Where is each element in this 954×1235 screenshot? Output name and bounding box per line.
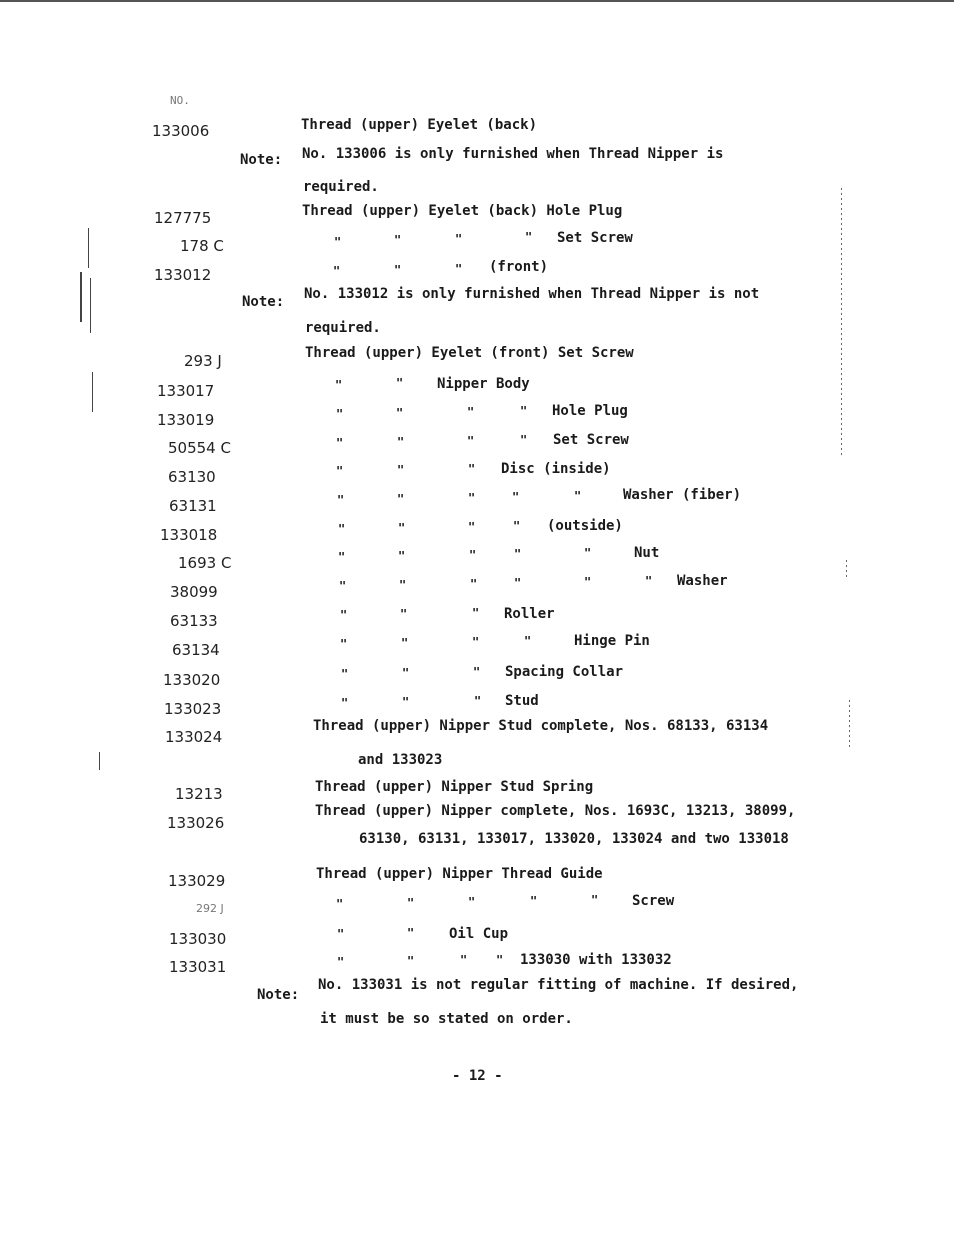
margin-mark (90, 278, 91, 333)
note-text: required. (303, 179, 379, 195)
part-description: Screw (632, 893, 675, 909)
ditto-mark: " (645, 574, 653, 588)
part-description: Thread (upper) Eyelet (back) Hole Plug (302, 203, 623, 219)
ditto-mark: " (513, 519, 521, 533)
part-description: Washer (fiber) (623, 487, 742, 503)
ditto-mark: " (336, 897, 344, 911)
part-number: 133020 (163, 671, 221, 689)
note-text: No. 133006 is only furnished when Thread Nipper is (302, 146, 724, 162)
part-number: 133030 (169, 930, 227, 948)
ditto-mark: " (394, 233, 402, 247)
note-text: No. 133031 is not regular fitting of machine. If desired, (318, 977, 799, 993)
ditto-mark: " (514, 547, 522, 561)
note-label: Note: (242, 294, 285, 310)
ditto-mark: " (336, 436, 344, 450)
part-number: 133012 (154, 266, 212, 284)
ditto-mark: " (401, 636, 409, 650)
part-description: Roller (504, 606, 555, 622)
edge-artifact (849, 700, 850, 750)
part-number: 293 J (184, 352, 222, 370)
ditto-mark: " (338, 522, 346, 536)
ditto-mark: " (396, 406, 404, 420)
ditto-mark: " (337, 927, 345, 941)
ditto-mark: " (574, 489, 582, 503)
ditto-mark: " (467, 405, 475, 419)
part-description: Hole Plug (552, 403, 628, 419)
part-number: 1693 C (178, 554, 232, 572)
ditto-mark: " (397, 435, 405, 449)
ditto-mark: " (468, 491, 476, 505)
ditto-mark: " (335, 378, 343, 392)
part-number: 38099 (170, 583, 218, 601)
ditto-mark: " (468, 520, 476, 534)
ditto-mark: " (334, 235, 342, 249)
ditto-mark: " (468, 895, 476, 909)
part-number: 133023 (164, 700, 222, 718)
edge-artifact (846, 560, 847, 580)
margin-mark (80, 272, 82, 322)
note-label: Note: (240, 152, 283, 168)
ditto-mark: " (340, 637, 348, 651)
ditto-mark: " (397, 463, 405, 477)
part-number: 133031 (169, 958, 227, 976)
note-text: required. (305, 320, 381, 336)
part-description: Washer (677, 573, 728, 589)
part-number: 63130 (168, 468, 216, 486)
ditto-mark: " (394, 263, 402, 277)
ditto-mark: " (530, 894, 538, 908)
part-description: (outside) (547, 518, 623, 534)
ditto-mark: " (525, 230, 533, 244)
ditto-mark: " (340, 608, 348, 622)
part-number: 133024 (165, 728, 223, 746)
ditto-mark: " (496, 953, 504, 967)
part-description: Set Screw (553, 432, 629, 448)
part-description: Thread (upper) Eyelet (front) Set Screw (305, 345, 634, 361)
ditto-mark: " (400, 607, 408, 621)
ditto-mark: " (333, 264, 341, 278)
ditto-mark: " (514, 576, 522, 590)
part-number: 133019 (157, 411, 215, 429)
ditto-mark: " (460, 953, 468, 967)
part-number: 133026 (167, 814, 225, 832)
margin-mark (99, 752, 100, 770)
ditto-mark: " (474, 694, 482, 708)
part-number: 63133 (170, 612, 218, 630)
ditto-mark: " (407, 896, 415, 910)
ditto-mark: " (407, 926, 415, 940)
part-description: Thread (upper) Eyelet (back) (301, 117, 538, 133)
ditto-mark: " (341, 696, 349, 710)
ditto-mark: " (472, 635, 480, 649)
ditto-mark: " (339, 579, 347, 593)
ditto-mark: " (455, 232, 463, 246)
ditto-mark: " (402, 666, 410, 680)
ditto-mark: " (584, 546, 592, 560)
ditto-mark: " (396, 376, 404, 390)
ditto-mark: " (407, 954, 415, 968)
ditto-mark: " (468, 462, 476, 476)
part-number: 292 J (196, 902, 224, 915)
ditto-mark: " (591, 893, 599, 907)
ditto-mark: " (467, 434, 475, 448)
column-heading: NO. (170, 94, 190, 107)
note-label: Note: (257, 987, 300, 1003)
part-description: 63130, 63131, 133017, 133020, 133024 and two 133018 (359, 831, 789, 847)
part-number: 178 C (180, 237, 224, 255)
ditto-mark: " (455, 262, 463, 276)
ditto-mark: " (524, 634, 532, 648)
part-number: 127775 (154, 209, 212, 227)
ditto-mark: " (520, 404, 528, 418)
margin-mark (92, 372, 93, 412)
ditto-mark: " (398, 549, 406, 563)
ditto-mark: " (584, 575, 592, 589)
ditto-mark: " (470, 577, 478, 591)
ditto-mark: " (337, 955, 345, 969)
ditto-mark: " (512, 490, 520, 504)
ditto-mark: " (336, 407, 344, 421)
part-description: Stud (505, 693, 539, 709)
part-description: and 133023 (358, 752, 443, 768)
part-number: 133006 (152, 122, 210, 140)
edge-artifact (841, 188, 842, 458)
ditto-mark: " (341, 667, 349, 681)
page-number: - 12 - (452, 1068, 503, 1084)
part-number: 133017 (157, 382, 215, 400)
part-description: Thread (upper) Nipper Stud complete, Nos. 68133, 63134 (313, 718, 769, 734)
part-description: (front) (489, 259, 549, 275)
ditto-mark: " (402, 695, 410, 709)
ditto-mark: " (337, 493, 345, 507)
part-number: 63134 (172, 641, 220, 659)
ditto-mark: " (472, 606, 480, 620)
part-description: Oil Cup (449, 926, 509, 942)
note-text: it must be so stated on order. (320, 1011, 573, 1027)
part-description: Nipper Body (437, 376, 530, 392)
part-description: Set Screw (557, 230, 633, 246)
part-number: 13213 (175, 785, 223, 803)
ditto-mark: " (469, 548, 477, 562)
note-text: No. 133012 is only furnished when Thread Nipper is not (304, 286, 760, 302)
ditto-mark: " (336, 464, 344, 478)
part-number: 63131 (169, 497, 217, 515)
part-description: 133030 with 133032 (520, 952, 672, 968)
ditto-mark: " (520, 433, 528, 447)
part-description: Nut (634, 545, 660, 561)
ditto-mark: " (338, 550, 346, 564)
ditto-mark: " (398, 521, 406, 535)
scan-top-edge (0, 0, 954, 2)
part-description: Thread (upper) Nipper Stud Spring (315, 779, 594, 795)
part-number: 50554 C (168, 439, 231, 457)
part-description: Thread (upper) Nipper complete, Nos. 1693C, 13213, 38099, (315, 803, 796, 819)
part-description: Disc (inside) (501, 461, 611, 477)
margin-mark (88, 228, 89, 268)
part-number: 133029 (168, 872, 226, 890)
part-description: Spacing Collar (505, 664, 624, 680)
part-number: 133018 (160, 526, 218, 544)
ditto-mark: " (399, 578, 407, 592)
ditto-mark: " (397, 492, 405, 506)
part-description: Thread (upper) Nipper Thread Guide (316, 866, 603, 882)
ditto-mark: " (473, 665, 481, 679)
part-description: Hinge Pin (574, 633, 650, 649)
